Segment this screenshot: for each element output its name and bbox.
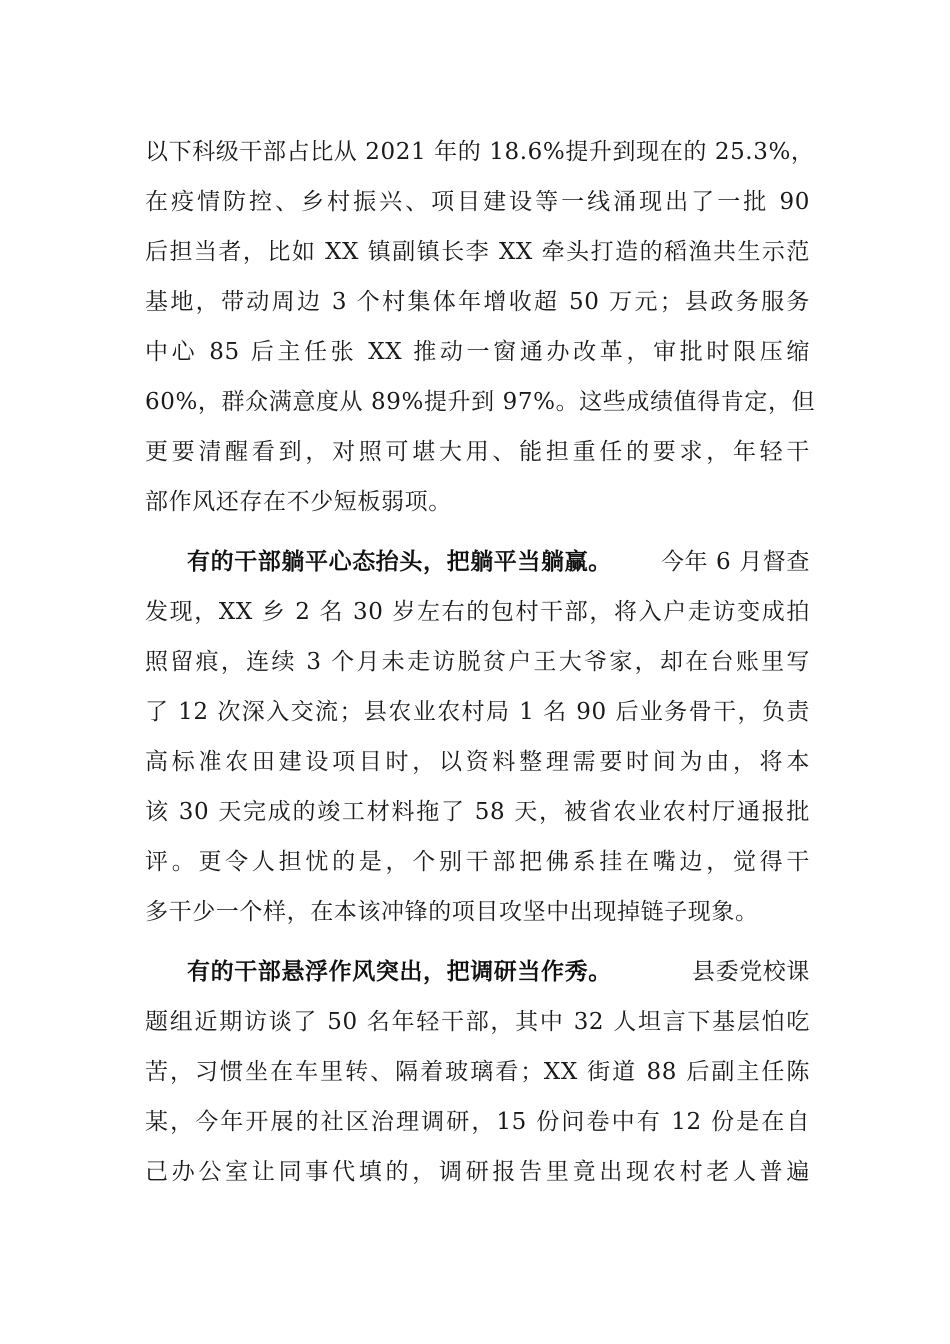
paragraph-2-heading: 有的干部躺平心态抬头，把躺平当躺赢。	[187, 548, 612, 575]
paragraph-3-line-3: 苦，习惯坐在车里转、隔着玻璃看；XX 街道 88 后副主任陈	[145, 1059, 810, 1085]
paragraph-1-line-8: 部作风还存在不少短板弱项。	[145, 489, 452, 515]
paragraph-3-line-1	[187, 952, 810, 992]
paragraph-2-line-6: 该 30 天完成的竣工材料拖了 58 天，被省农业农村厅通报批	[145, 799, 810, 825]
paragraph-1-line-1: 以下科级干部占比从 2021 年的 18.6%提升到现在的 25.3%，	[145, 139, 815, 165]
paragraph-1-line-7: 更要清醒看到，对照可堪大用、能担重任的要求，年轻干	[145, 439, 810, 465]
paragraph-2-first-line-rest: 今年 6 月督查	[660, 549, 810, 575]
paragraph-2-line-1	[187, 542, 810, 582]
paragraph-2-line-8: 多干少一个样，在本该冲锋的项目攻坚中出现掉链子现象。	[145, 899, 759, 925]
paragraph-2-line-7: 评。更令人担忧的是，个别干部把佛系挂在嘴边，觉得干	[145, 849, 810, 875]
paragraph-1-line-2: 在疫情防控、乡村振兴、项目建设等一线涌现出了一批 90	[145, 189, 810, 215]
paragraph-2-line-5: 高标准农田建设项目时，以资料整理需要时间为由，将本	[145, 749, 810, 775]
paragraph-1-line-3: 后担当者，比如 XX 镇副镇长李 XX 牵头打造的稻渔共生示范	[145, 239, 810, 265]
paragraph-3-first-line-rest: 县委党校课	[692, 959, 810, 985]
paragraph-1-line-4: 基地，带动周边 3 个村集体年增收超 50 万元；县政务服务	[145, 289, 810, 315]
paragraph-3-line-4: 某，今年开展的社区治理调研，15 份问卷中有 12 份是在自	[145, 1109, 810, 1135]
paragraph-3-heading: 有的干部悬浮作风突出，把调研当作秀。	[187, 958, 612, 985]
paragraph-2-line-2: 发现，XX 乡 2 名 30 岁左右的包村干部，将入户走访变成拍	[145, 599, 810, 625]
paragraph-3-line-2: 题组近期访谈了 50 名年轻干部，其中 32 人坦言下基层怕吃	[145, 1009, 810, 1035]
paragraph-1-line-5: 中心 85 后主任张 XX 推动一窗通办改革，审批时限压缩	[145, 339, 810, 365]
paragraph-2-line-4: 了 12 次深入交流；县农业农村局 1 名 90 后业务骨干，负责	[145, 699, 810, 725]
paragraph-1-line-6: 60%，群众满意度从 89%提升到 97%。这些成绩值得肯定，但	[145, 389, 816, 415]
paragraph-3-line-5: 己办公室让同事代填的，调研报告里竟出现农村老人普遍	[145, 1159, 810, 1185]
paragraph-2-line-3: 照留痕，连续 3 个月未走访脱贫户王大爷家，却在台账里写	[145, 649, 810, 675]
